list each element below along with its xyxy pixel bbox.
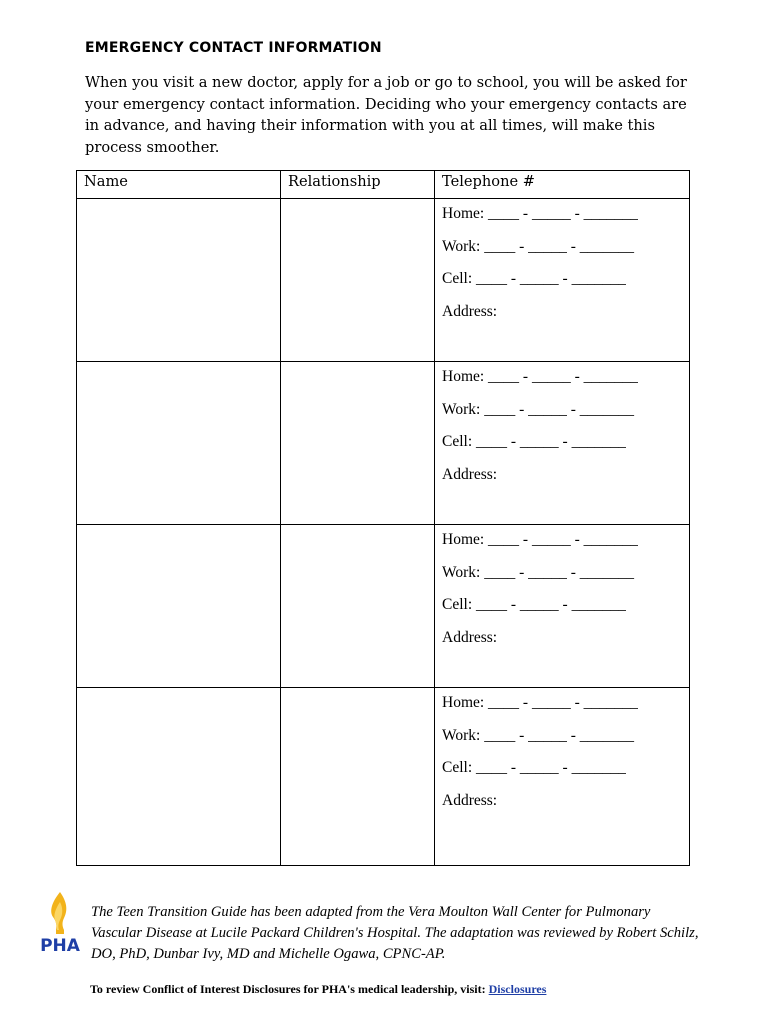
- telephone-cell[interactable]: [435, 199, 690, 362]
- name-cell[interactable]: [77, 199, 281, 362]
- table-row: [77, 199, 690, 362]
- name-cell[interactable]: [77, 525, 281, 688]
- home-phone-line[interactable]: Home: ____ - _____ - _______: [442, 368, 638, 385]
- work-phone-line[interactable]: Work: ____ - _____ - _______: [442, 563, 635, 581]
- disclosure-text: To review Conflict of Interest Disclosures for PHA's medical leadership, visit:: [90, 982, 486, 996]
- header-name: Name: [77, 171, 281, 199]
- cell-phone-line[interactable]: Cell: ____ - _____ - _______: [442, 596, 626, 613]
- relationship-cell[interactable]: [281, 362, 435, 525]
- address-line[interactable]: Address:: [442, 465, 498, 483]
- home-phone-line[interactable]: Home: ____ - _____ - _______: [442, 694, 638, 711]
- relationship-cell[interactable]: [281, 199, 435, 362]
- address-line[interactable]: Address:: [442, 791, 498, 809]
- table-row: [77, 688, 690, 866]
- name-cell[interactable]: [77, 688, 281, 866]
- emergency-contacts-table: [76, 170, 690, 866]
- work-phone-line[interactable]: Work: ____ - _____ - _______: [442, 400, 635, 418]
- address-line[interactable]: Address:: [442, 302, 498, 320]
- disclosure-line: [90, 982, 546, 997]
- credit-note: The Teen Transition Guide has been adapted from the Vera Moulton Wall Center for Pulmonary Vascular Disease at Lucile Packard Children's Hospital. The adaptation was reviewed by Robert Schilz, DO, PhD, Dunbar Ivy, MD and Michelle Ogawa, CPNC-AP.: [91, 904, 699, 962]
- telephone-cell[interactable]: [435, 688, 690, 866]
- home-phone-line[interactable]: Home: ____ - _____ - _______: [442, 531, 638, 548]
- relationship-cell[interactable]: [281, 525, 435, 688]
- disclosures-link[interactable]: Disclosures: [488, 982, 547, 996]
- cell-phone-line[interactable]: Cell: ____ - _____ - _______: [442, 433, 626, 450]
- page-title: EMERGENCY CONTACT INFORMATION: [85, 40, 382, 56]
- header-telephone: Telephone #: [435, 171, 690, 199]
- cell-phone-line[interactable]: Cell: ____ - _____ - _______: [442, 270, 626, 287]
- home-phone-line[interactable]: Home: ____ - _____ - _______: [442, 205, 638, 222]
- work-phone-line[interactable]: Work: ____ - _____ - _______: [442, 726, 635, 744]
- pha-logo: [38, 890, 82, 954]
- relationship-cell[interactable]: [281, 688, 435, 866]
- header-relationship: Relationship: [281, 171, 435, 199]
- table-row: [77, 525, 690, 688]
- logo-text: PHA: [40, 936, 80, 954]
- table-header-row: [77, 171, 690, 199]
- telephone-cell[interactable]: [435, 362, 690, 525]
- cell-phone-line[interactable]: Cell: ____ - _____ - _______: [442, 759, 626, 776]
- telephone-cell[interactable]: [435, 525, 690, 688]
- name-cell[interactable]: [77, 362, 281, 525]
- flame-icon: [38, 890, 82, 954]
- table-row: [77, 362, 690, 525]
- work-phone-line[interactable]: Work: ____ - _____ - _______: [442, 237, 635, 255]
- intro-paragraph: When you visit a new doctor, apply for a job or go to school, you will be asked for your emergency contact information. Deciding who your emergency contacts are in advance, and having their information with you at all times, will make this process smoother.: [85, 74, 687, 156]
- address-line[interactable]: Address:: [442, 628, 498, 646]
